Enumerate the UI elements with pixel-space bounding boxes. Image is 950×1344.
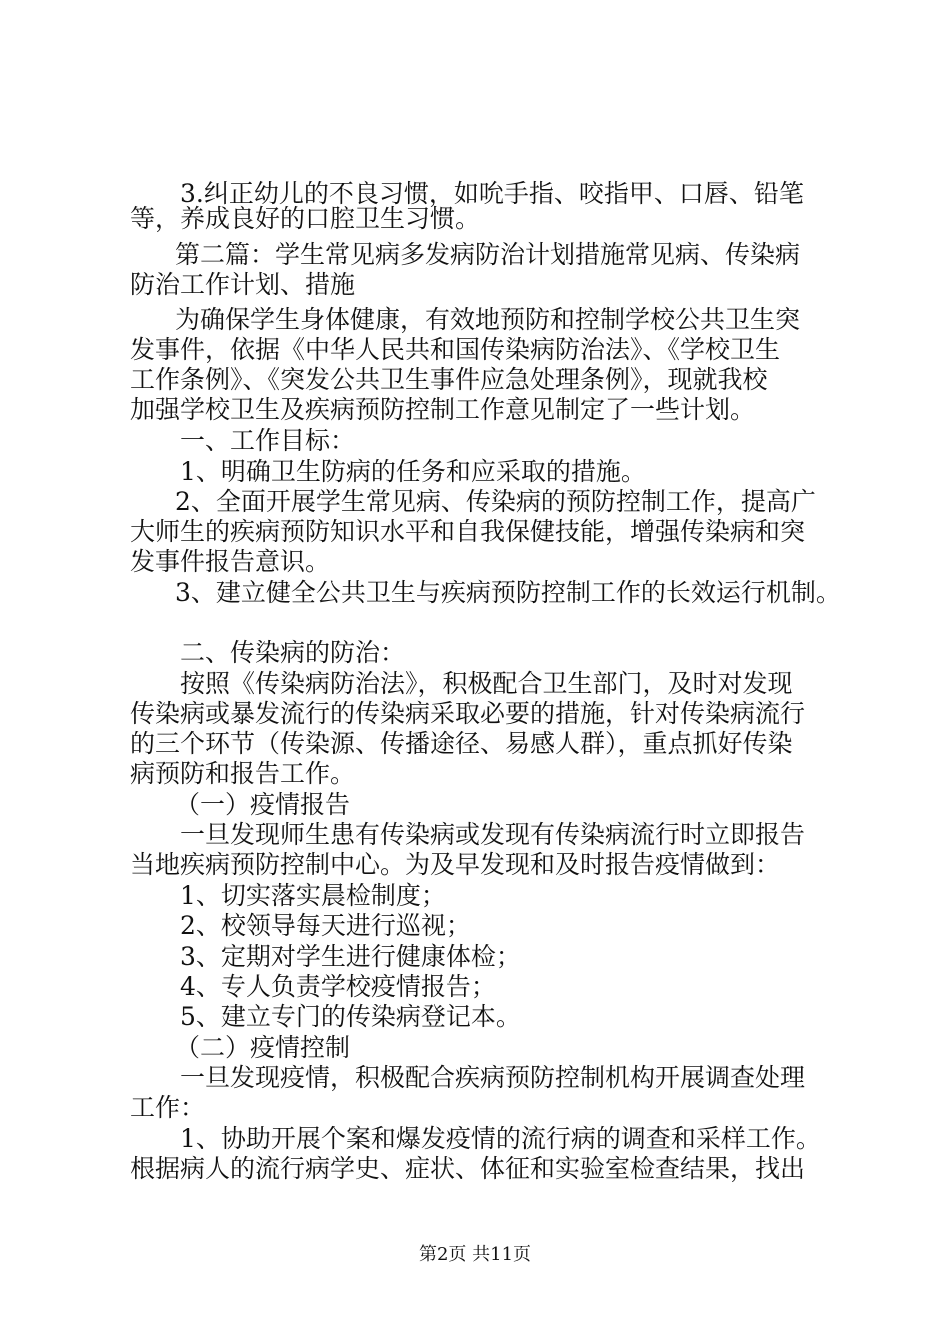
list-item: 2、全面开展学生常见病、传染病的预防控制工作，提高广 — [175, 487, 816, 516]
list-item: 1、明确卫生防病的任务和应采取的措施。 — [180, 457, 646, 486]
list-item: 4、专人负责学校疫情报告； — [180, 972, 496, 1001]
paragraph-line: 一旦发现师生患有传染病或发现有传染病流行时立即报告 — [180, 820, 806, 849]
paragraph-line: 加强学校卫生及疾病预防控制工作意见制定了一些计划。 — [130, 395, 756, 424]
subheading-line: （二）疫情控制 — [175, 1033, 351, 1062]
heading-line: 一、工作目标： — [180, 426, 356, 455]
list-item: 2、校领导每天进行巡视； — [180, 911, 471, 940]
section-title-line: 第二篇：学生常见病多发病防治计划措施常见病、传染病 — [175, 240, 801, 269]
paragraph-line: 病预防和报告工作。 — [130, 759, 356, 788]
paragraph-line: 当地疾病预防控制中心。为及早发现和及时报告疫情做到： — [130, 850, 781, 879]
paragraph-line: 传染病或暴发流行的传染病采取必要的措施，针对传染病流行 — [130, 699, 806, 728]
paragraph-line: 一旦发现疫情，积极配合疾病预防控制机构开展调查处理 — [180, 1063, 806, 1092]
paragraph-line: 工作条例》、《突发公共卫生事件应急处理条例》，现就我校 — [130, 365, 768, 394]
page-number-footer: 第2页 共11页 — [418, 1244, 532, 1265]
list-item: 1、切实落实晨检制度； — [180, 881, 446, 910]
list-item: 1、协助开展个案和爆发疫情的流行病的调查和采样工作。 — [180, 1124, 821, 1153]
paragraph-line: 大师生的疾病预防知识水平和自我保健技能，增强传染病和突 — [130, 517, 806, 546]
section-title-line: 防治工作计划、措施 — [130, 270, 356, 299]
paragraph-line: 工作： — [130, 1093, 206, 1122]
heading-line: 二、传染病的防治： — [180, 638, 406, 667]
paragraph-line: 3.纠正幼儿的不良习惯，如吮手指、咬指甲、口唇、铅笔 — [180, 179, 804, 208]
paragraph-line: 发事件报告意识。 — [130, 547, 331, 576]
list-item: 3、定期对学生进行健康体检； — [180, 942, 521, 971]
paragraph-line: 发事件，依据《中华人民共和国传染病防治法》、《学校卫生 — [130, 335, 781, 364]
paragraph-line: 按照《传染病防治法》，积极配合卫生部门，及时对发现 — [180, 669, 793, 698]
paragraph-line: 根据病人的流行病学史、症状、体征和实验室检查结果，找出 — [130, 1154, 806, 1183]
subheading-line: （一）疫情报告 — [175, 790, 351, 819]
list-item: 3、建立健全公共卫生与疾病预防控制工作的长效运行机制。 — [175, 578, 841, 607]
paragraph-line: 为确保学生身体健康，有效地预防和控制学校公共卫生突 — [175, 305, 801, 334]
paragraph-line: 的三个环节（传染源、传播途径、易感人群），重点抓好传染 — [130, 729, 793, 758]
paragraph-line: 等，养成良好的口腔卫生习惯。 — [130, 204, 481, 233]
list-item: 5、建立专门的传染病登记本。 — [180, 1002, 521, 1031]
